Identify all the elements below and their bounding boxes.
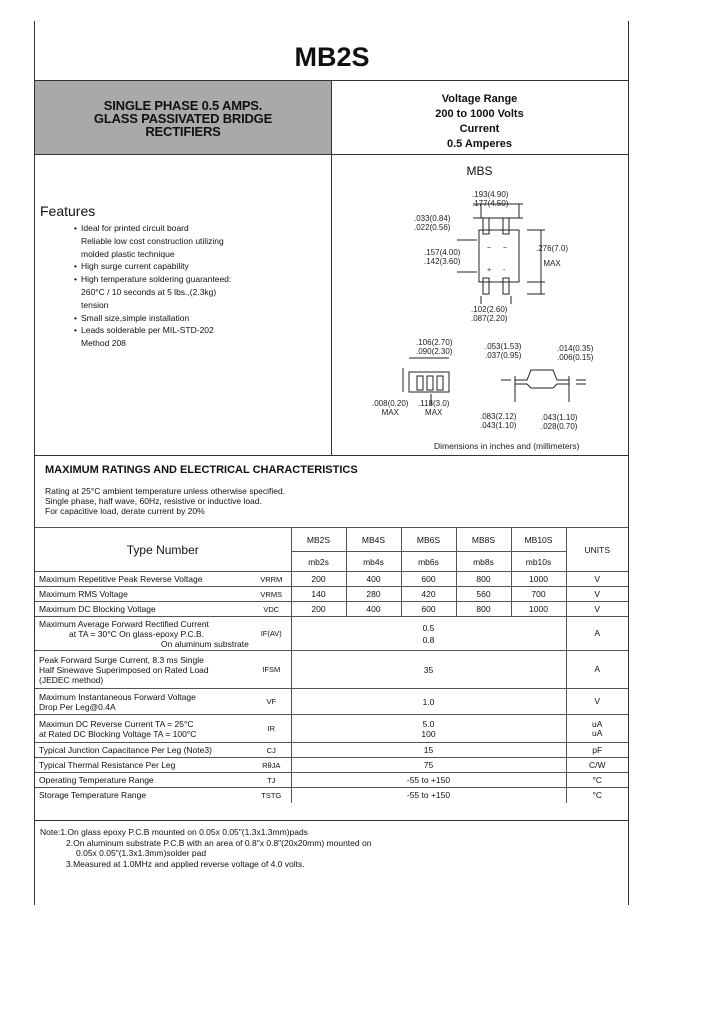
ratings-table <box>35 527 628 803</box>
footnotes: Note:1.On glass epoxy P.C.B mounted on 0.05x 0.05"(1.3x1.3mm)pads 2.On aluminum substrate P.C.B with an area of 0.8"x 0.8"(20x20mm) mounted on 0.05x 0.05"(1.3x1.3mm)solder pad 3.Measured at 1.0MHz and applied reverse voltage of 4.0 volts. <box>40 827 372 869</box>
table-row <box>35 743 628 758</box>
value-cell: 280 <box>346 587 401 602</box>
symbol-cell: VF <box>252 689 291 715</box>
svg-text:-: - <box>503 267 506 274</box>
feature-item: • Ideal for printed circuit board Reliable low cost construction utilizing molded plastic technique <box>74 222 264 260</box>
value-cell: 5.0 100 <box>291 715 566 743</box>
value-cell: 75 <box>291 758 566 773</box>
marking-cell: mb4s <box>346 552 401 572</box>
unit-cell: pF <box>566 743 628 758</box>
symbol-cell: TJ <box>252 773 291 788</box>
table-row <box>35 773 628 788</box>
heading-line: RECTIFIERS <box>145 124 221 139</box>
model-header: MB2S <box>291 528 346 552</box>
param-cell: Operating Temperature Range <box>35 773 252 788</box>
type-number-header: Type Number <box>35 528 291 572</box>
features-title: Features <box>40 203 96 219</box>
svg-text:~: ~ <box>503 245 508 252</box>
dimensions-caption: Dimensions in inches and (millimeters) <box>434 441 580 451</box>
marking-cell: mb8s <box>456 552 511 572</box>
spec-line: Current <box>459 123 500 135</box>
value-cell: 35 <box>291 651 566 689</box>
package-body <box>479 230 519 282</box>
unit-cell: V <box>566 587 628 602</box>
product-heading <box>35 99 331 138</box>
heading-line: SINGLE PHASE 0.5 AMPS. <box>103 98 263 113</box>
symbol-cell: VRMS <box>252 587 291 602</box>
table-header-row <box>35 528 628 552</box>
feature-item: • Small size,simple installation <box>74 312 264 325</box>
param-cell: Maximum Repetitive Peak Reverse Voltage <box>35 572 252 587</box>
dim-lead-width: .033(0.84) .022(0.56) <box>414 214 451 232</box>
symbol-cell: VRRM <box>252 572 291 587</box>
param-cell: Maximum RMS Voltage <box>35 587 252 602</box>
value-cell: 800 <box>456 602 511 617</box>
value-cell: 560 <box>456 587 511 602</box>
value-cell: 1000 <box>511 602 566 617</box>
value-cell: -55 to +150 <box>291 788 566 803</box>
dim-height: .118(3.0) MAX <box>418 399 450 417</box>
dim-foot-a: .083(2.12) .043(1.10) <box>480 412 517 430</box>
dim-foot-b: .043(1.10) .028(0.70) <box>541 413 578 431</box>
table-row <box>35 758 628 773</box>
unit-cell: uA uA <box>566 715 628 743</box>
table-row <box>35 602 628 617</box>
divider-spec <box>331 154 628 155</box>
model-header: MB4S <box>346 528 401 552</box>
unit-cell: °C <box>566 773 628 788</box>
unit-cell: °C <box>566 788 628 803</box>
value-cell: 400 <box>346 572 401 587</box>
marking-cell: mb10s <box>511 552 566 572</box>
table-row <box>35 617 628 651</box>
table-row <box>35 715 628 743</box>
param-cell: Maximum Average Forward Rectified Current at TA = 30°C On glass-epoxy P.C.B. On aluminum substrate <box>35 617 252 651</box>
dim-lead-pitch: .102(2.60) .087(2.20) <box>471 305 508 323</box>
divider-heading <box>34 154 331 155</box>
param-cell: Typical Thermal Resistance Per Leg <box>35 758 252 773</box>
dim-body-height: .157(4.00) .142(3.60) <box>424 248 461 266</box>
value-cell: 15 <box>291 743 566 758</box>
param-cell: Maximun DC Reverse Current TA = 25°C at Rated DC Blocking Voltage TA = 100°C <box>35 715 252 743</box>
marking-cell: mb2s <box>291 552 346 572</box>
value-cell: 600 <box>401 572 456 587</box>
model-header: MB10S <box>511 528 566 552</box>
dim-lead-length: .053(1.53) .037(0.95) <box>485 342 522 360</box>
svg-text:~: ~ <box>487 245 492 252</box>
param-cell: Typical Junction Capacitance Per Leg (Note3) <box>35 743 252 758</box>
feature-item: • High surge current capability <box>74 260 264 273</box>
param-cell: Peak Forward Surge Current, 8.3 ms Single Half Sinewave Superimposed on Rated Load (JEDEC method) <box>35 651 252 689</box>
symbol-cell: IFSM <box>252 651 291 689</box>
value-cell: 140 <box>291 587 346 602</box>
model-header: MB8S <box>456 528 511 552</box>
unit-cell: A <box>566 617 628 651</box>
unit-cell: C/W <box>566 758 628 773</box>
symbol-cell: CJ <box>252 743 291 758</box>
value-cell: 200 <box>291 602 346 617</box>
table-row <box>35 587 628 602</box>
rating-notes: Rating at 25°C ambient temperature unless otherwise specified. Single phase, half wave, 60Hz, resistive or inductive load. For capacitive load, derate current by 20% <box>45 486 286 516</box>
value-cell: 800 <box>456 572 511 587</box>
symbol-cell: RθJA <box>252 758 291 773</box>
param-cell: Maximum Instantaneous Forward Voltage Drop Per Leg@0.4A <box>35 689 252 715</box>
unit-cell: A <box>566 651 628 689</box>
unit-cell: V <box>566 572 628 587</box>
spec-line: 0.5 Amperes <box>446 138 513 150</box>
unit-cell: V <box>566 689 628 715</box>
spec-line: 200 to 1000 Volts <box>435 108 524 120</box>
table-row <box>35 651 628 689</box>
table-row <box>35 572 628 587</box>
feature-item: • Leads solderable per MIL-STD-202 Method 208 <box>74 324 264 350</box>
value-cell: 0.5 0.8 <box>291 617 566 651</box>
spec-summary <box>331 92 628 152</box>
features-list <box>74 222 264 350</box>
section-title: MAXIMUM RATINGS AND ELECTRICAL CHARACTERISTICS <box>45 464 358 476</box>
value-cell: 1000 <box>511 572 566 587</box>
marking-cell: mb6s <box>401 552 456 572</box>
dim-side-width: .106(2.70) .090(2.30) <box>416 338 453 356</box>
dim-top-width: .193(4.90) .177(4.50) <box>472 190 509 208</box>
symbol-cell: VDC <box>252 602 291 617</box>
dim-lead-thickness: .014(0.35) .006(0.15) <box>557 344 594 362</box>
heading-line: GLASS PASSIVATED BRIDGE <box>93 111 273 126</box>
table-row <box>35 689 628 715</box>
value-cell: 1.0 <box>291 689 566 715</box>
param-cell: Storage Temperature Range <box>35 788 252 803</box>
svg-text:+: + <box>487 267 492 274</box>
units-header: UNITS <box>566 528 628 572</box>
symbol-cell: TSTG <box>252 788 291 803</box>
param-cell: Maximum DC Blocking Voltage <box>35 602 252 617</box>
symbol-cell: IR <box>252 715 291 743</box>
value-cell: -55 to +150 <box>291 773 566 788</box>
value-cell: 400 <box>346 602 401 617</box>
package-label: MBS <box>466 164 493 178</box>
dim-standoff: .008(0.20) MAX <box>372 399 409 417</box>
table-row <box>35 788 628 803</box>
symbol-cell: IF(AV) <box>252 617 291 651</box>
unit-cell: V <box>566 602 628 617</box>
value-cell: 420 <box>401 587 456 602</box>
feature-item: • High temperature soldering guaranteed: 260°C / 10 seconds at 5 lbs.,(2.3kg) tension <box>74 273 264 311</box>
divider-features <box>34 455 629 456</box>
value-cell: 600 <box>401 602 456 617</box>
dim-overall-height: .276(7.0) MAX <box>536 244 569 268</box>
model-header: MB6S <box>401 528 456 552</box>
value-cell: 200 <box>291 572 346 587</box>
value-cell: 700 <box>511 587 566 602</box>
spec-line: Voltage Range <box>441 93 518 105</box>
frame-right <box>628 21 629 905</box>
page-title: MB2S <box>294 42 370 72</box>
divider-table-end <box>34 820 629 821</box>
